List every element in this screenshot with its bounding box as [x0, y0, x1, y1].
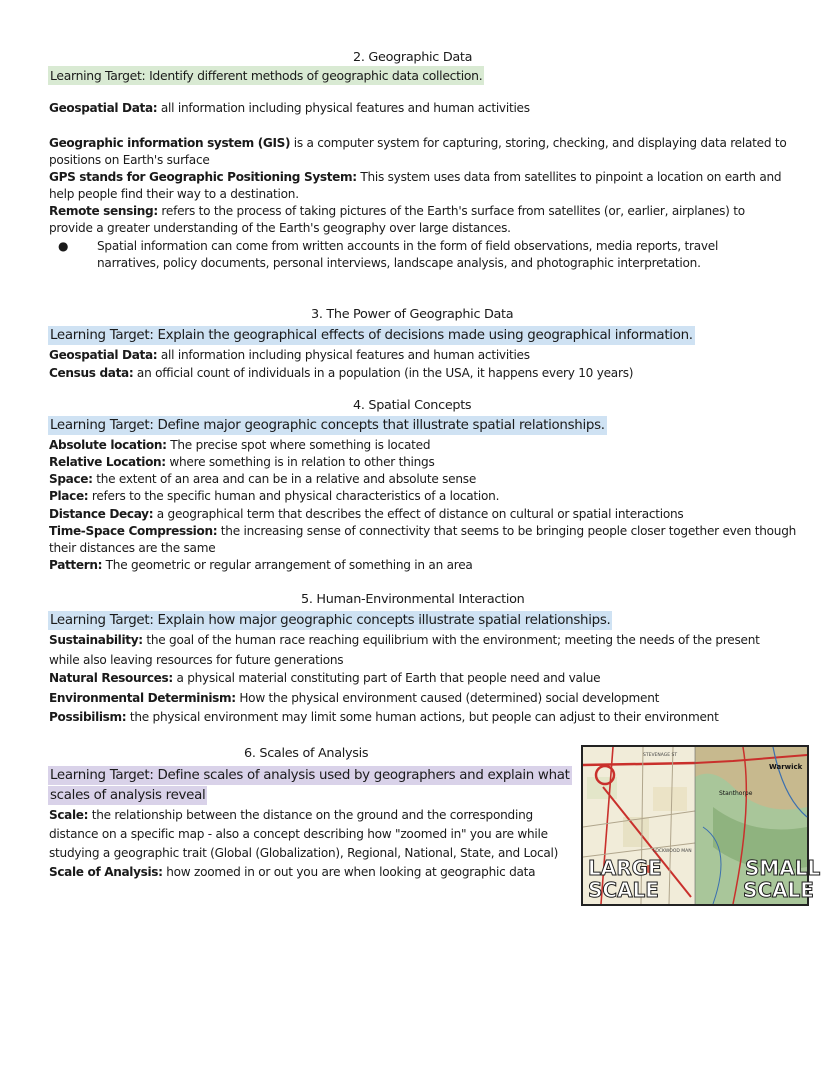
- definition-line: Place: refers to the specific human and physical characteristics of a location.: [49, 489, 500, 503]
- bullet-text: Spatial information can come from written accounts in the form of field observations, media reports, travel: [97, 239, 719, 253]
- section-title: 5. Human-Environmental Interaction: [301, 592, 525, 607]
- definition-line: Census data: an official count of individuals in a population (in the USA, it happens every 10 years): [49, 366, 634, 380]
- definition-line: Environmental Determinism: How the physical environment caused (determined) social development: [49, 691, 660, 705]
- definition-line: Scale of Analysis: how zoomed in or out you are when looking at geographic data: [49, 865, 536, 879]
- large-scale-label: SCALE: [588, 878, 659, 902]
- bullet-text: narratives, policy documents, personal interviews, landscape analysis, and photographic interpretation.: [97, 256, 701, 270]
- map-street-label: LOCKWOOD MAN: [653, 849, 692, 854]
- definition-line: while also leaving resources for future generations: [49, 653, 344, 667]
- scale-comparison-map-image: [581, 745, 821, 906]
- definition-line: their distances are the same: [49, 541, 216, 555]
- bullet-dot: ●: [58, 239, 69, 253]
- definition-line: studying a geographic trait (Global (Globalization), Regional, National, State, and Local): [49, 846, 559, 860]
- definition-line: GPS stands for Geographic Positioning System: This system uses data from satellites to pinpoint a location on earth and: [49, 170, 782, 184]
- definition-line: Possibilism: the physical environment may limit some human actions, but people can adjust to their environment: [49, 710, 719, 724]
- map-illustration: [583, 747, 821, 904]
- small-scale-label: SMALL: [745, 856, 821, 880]
- learning-target: Learning Target: Define major geographic concepts that illustrate spatial relationships.: [50, 418, 605, 433]
- map-place-label: Warwick: [769, 763, 803, 771]
- definition-line: Pattern: The geometric or regular arrangement of something in an area: [49, 558, 473, 572]
- definition-line: provide a greater understanding of the Earth's geography over large distances.: [49, 221, 511, 235]
- definition-line: Scale: the relationship between the distance on the ground and the corresponding: [49, 808, 533, 822]
- definition-line: Distance Decay: a geographical term that describes the effect of distance on cultural or spatial interactions: [49, 507, 684, 521]
- definition-line: Time-Space Compression: the increasing sense of connectivity that seems to be bringing people closer together even though: [49, 524, 797, 538]
- learning-target: Learning Target: Define scales of analysis used by geographers and explain what: [50, 768, 570, 783]
- section-title: 4. Spatial Concepts: [353, 398, 472, 413]
- definition-line: Geospatial Data: all information including physical features and human activities: [49, 101, 530, 115]
- learning-target: scales of analysis reveal: [50, 788, 206, 803]
- definition-line: Sustainability: the goal of the human race reaching equilibrium with the environment; meeting the needs of the present: [49, 633, 760, 647]
- definition-line: Remote sensing: refers to the process of taking pictures of the Earth's surface from satellites (or, earlier, airplanes) to: [49, 204, 745, 218]
- definition-line: positions on Earth's surface: [49, 153, 210, 167]
- learning-target: Learning Target: Explain the geographical effects of decisions made using geographical information.: [50, 328, 693, 343]
- definition-line: Relative Location: where something is in relation to other things: [49, 455, 435, 469]
- map-place-label: Stanthorpe: [719, 790, 753, 797]
- small-scale-label: SCALE: [743, 878, 814, 902]
- definition-line: Geographic information system (GIS) is a computer system for capturing, storing, checking, and displaying data related to: [49, 136, 787, 150]
- definition-line: distance on a specific map - also a concept describing how "zoomed in" you are while: [49, 827, 548, 841]
- definition-line: Natural Resources: a physical material constituting part of Earth that people need and value: [49, 671, 601, 685]
- definition-line: help people find their way to a destination.: [49, 187, 299, 201]
- learning-target: Learning Target: Identify different methods of geographic data collection.: [50, 68, 483, 83]
- map-street-label: STEVENAGE ST: [643, 753, 678, 758]
- section-title: 3. The Power of Geographic Data: [311, 307, 514, 322]
- definition-line: Geospatial Data: all information including physical features and human activities: [49, 348, 530, 362]
- learning-target: Learning Target: Explain how major geographic concepts illustrate spatial relationships.: [50, 613, 611, 628]
- section-title: 6. Scales of Analysis: [244, 746, 369, 761]
- definition-line: Absolute location: The precise spot where something is located: [49, 438, 431, 452]
- large-scale-label: LARGE: [588, 856, 662, 880]
- definition-line: Space: the extent of an area and can be in a relative and absolute sense: [49, 472, 477, 486]
- section-title: 2. Geographic Data: [353, 50, 473, 65]
